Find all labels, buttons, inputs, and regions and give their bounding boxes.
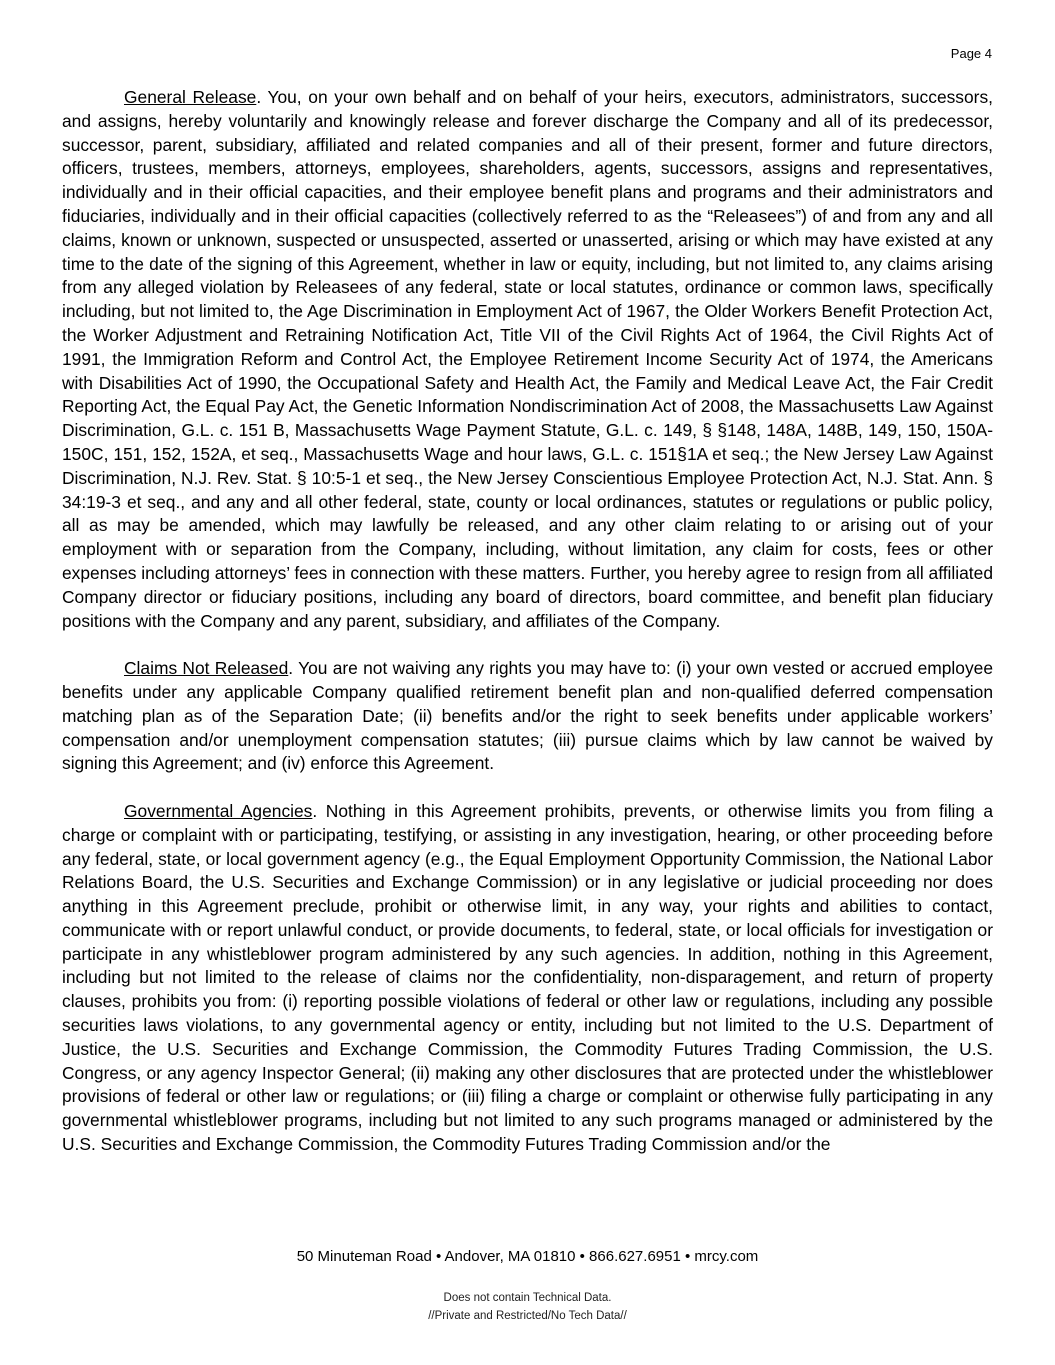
governmental-agencies-text: . Nothing in this Agreement prohibits, prevents, or otherwise limits you from filing a charge or complaint with or participating, testifying, or assisting in any investigation, hearing, or other proceeding before any federal, state, or local government agency (e.g., the Equal Employment Opportunity Commission, the National Labor Relations Board, the U.S. Securities and Exchange Commission) or in any legislative or judicial proceeding nor does anything in this Agreement preclude, prohibit or otherwise limit, in any way, your rights and abilities to contact, communicate with or report unlawful conduct, or provide documents, to federal, state, or local officials for investigation or participate in any whistleblower program administered by any such agencies. In addition, nothing in this Agreement, including but not limited to the release of claims nor the confidentiality, non-disparagement, and return of property clauses, prohibits you from: (i) reporting possible violations of federal or other law or regulations, including any possible securities laws violations, to any governmental agency or entity, including but not limited to the U.S. Department of Justice, the U.S. Securities and Exchange Commission, the Commodity Futures Trading Commission, the U.S. Congress, or any agency Inspector General; (ii) making any other disclosures that are protected under the whistleblower provisions of federal or other law or regulations; or (iii) filing a charge or complaint or otherwise fully participating in any governmental whistleblower programs, including but not limited to any such programs managed or administered by the U.S. Securities and Exchange Commission, the Commodity Futures Trading Commission and/or the	[62, 800, 993, 1155]
general-release-paragraph	[62, 86, 993, 633]
footer-note-line2: //Private and Restricted/No Tech Data//	[428, 1310, 627, 1322]
general-release-text: . You, on your own behalf and on behalf of your heirs, executors, administrators, successors, and assigns, hereby voluntarily and knowingly release and forever discharge the Company and all of its predecessor, successor, parent, subsidiary, affiliated and related companies and all of their present, former and future directors, officers, trustees, members, attorneys, employees, shareholders, agents, successors, assigns and representatives, individually and in their official capacities, and their employee benefit plans and programs and their administrators and fiduciaries, individually and in their official capacities (collectively referred to as the “Releasees”) of and from any and all claims, known or unknown, suspected or unsuspected, asserted or unasserted, arising or which may have existed at any time to the date of the signing of this Agreement, whether in law or equity, including, but not limited to, any claims arising from any alleged violation by Releasees of any federal, state or local statutes, ordinance or common laws, specifically including, but not limited to, the Age Discrimination in Employment Act of 1967, the Older Workers Benefit Protection Act, the Worker Adjustment and Retraining Notification Act, Title VII of the Civil Rights Act of 1964, the Civil Rights Act of 1991, the Immigration Reform and Control Act, the Employee Retirement Income Security Act of 1974, the Americans with Disabilities Act of 1990, the Occupational Safety and Health Act, the Family and Medical Leave Act, the Fair Credit Reporting Act, the Equal Pay Act, the Genetic Information Nondiscrimination Act of 2008, the Massachusetts Law Against Discrimination, G.L. c. 151 B, Massachusetts Wage Payment Statute, G.L. c. 149, § §148, 148A, 148B, 149, 150, 150A-150C, 151, 152, 152A, et seq., Massachusetts Wage and hour laws, G.L. c. 151§1A et seq.; the New Jersey Law Against Discrimination, N.J. Rev. Stat. § 10:5-1 et seq., the New Jersey Conscientious Employee Protection Act, N.J. Stat. Ann. § 34:19-3 et seq., and any and all other federal, state, county or local ordinances, statutes or regulations or public policy, all as may be amended, which may lawfully be released, and any other claim relating to or arising out of your employment with or separation from the Company, including, without limitation, any claim for costs, fees or other expenses including attorneys’ fees in connection with these matters. Further, you hereby agree to resign from all affiliated Company director or fiduciary positions, including any board of directors, board committee, and benefit plan fiduciary positions with the Company and any parent, subsidiary, and affiliates of the Company.	[62, 87, 993, 631]
footer-address: 50 Minuteman Road • Andover, MA 01810 • 866.627.6951 • mrcy.com	[296, 1248, 759, 1265]
claims-not-released-paragraph	[62, 657, 993, 776]
page-number: Page 4	[950, 46, 992, 61]
claims-not-released-text: . You are not waiving any rights you may have to: (i) your own vested or accrued employee benefits under any applicable Company qualified retirement benefit plan and non-qualified deferred compensation matching plan as of the Separation Date; (ii) benefits and/or the right to seek benefits under applicable workers’ compensation and/or unemployment compensation statutes; (iii) pursue claims which by law cannot be waived by signing this Agreement; and (iv) enforce this Agreement.	[62, 658, 994, 774]
governmental-agencies-heading: Governmental Agencies	[124, 800, 313, 821]
governmental-agencies-paragraph	[62, 800, 993, 1157]
claims-not-released-heading: Claims Not Released	[124, 658, 289, 679]
document-body	[62, 86, 993, 1157]
footer-note	[0, 1289, 1055, 1325]
general-release-heading: General Release	[124, 87, 257, 107]
footer-note-line1: Does not contain Technical Data.	[443, 1292, 612, 1304]
